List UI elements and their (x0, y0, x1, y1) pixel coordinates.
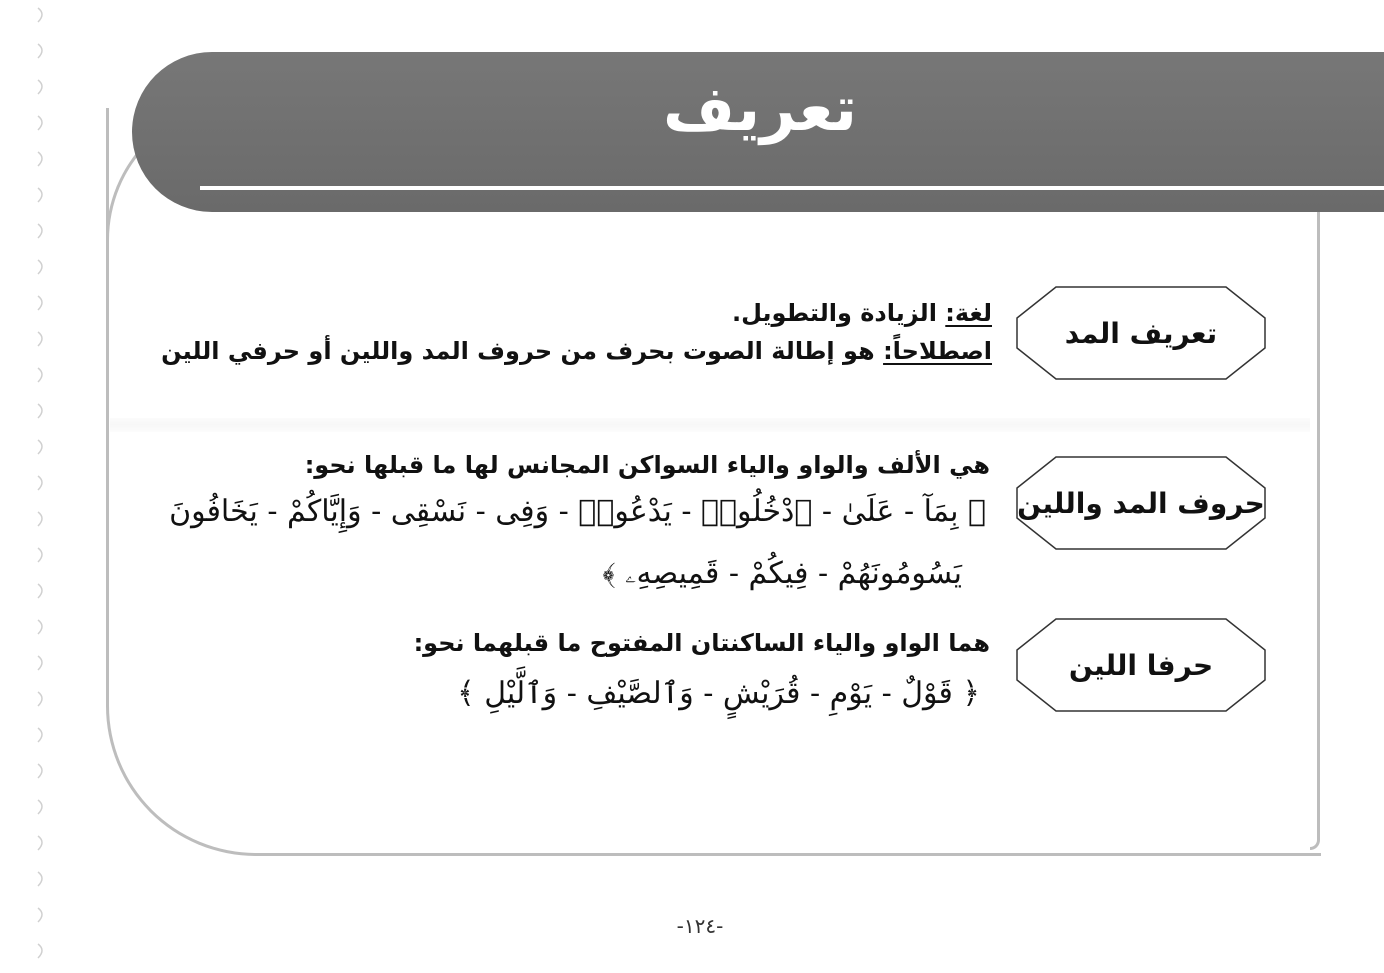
definition-madd-text (161, 294, 992, 370)
madd-letters-examples-line-2: يَسُومُونَهُمْ - فِيكُمْ - قَمِيصِهِۦ ﴾ (602, 556, 962, 591)
definition-technical: هو إطالة الصوت بحرف من حروف المد واللين أو حرفي اللين (161, 337, 884, 365)
page-title: تعريف (663, 72, 857, 145)
page-number: -١٢٤- (676, 914, 724, 938)
label-text: تعريف المد (1064, 316, 1218, 350)
label-text: حرفا اللين (1068, 648, 1214, 682)
term-lexical: لغة: (945, 299, 992, 327)
binding-rings (0, 0, 60, 973)
madd-letters-examples-line-1: ﴿ بِمَآ - عَلَىٰ - ٱدْخُلُوا۟ - يَدْعُوا۟ - وَفِى - نَسْقِى - وَإِيَّاكُمْ - يَخَافُونَ (169, 494, 986, 529)
term-technical: اصطلاحاً: (883, 337, 992, 365)
definition-lexical: الزيادة والتطويل. (731, 299, 946, 327)
card-right-edge (1310, 210, 1320, 850)
leen-letters-intro: هما الواو والياء الساكنتان المفتوح ما قبلهما نحو: (413, 629, 990, 657)
label-text: حروف المد واللين (1017, 486, 1265, 520)
header-rule (200, 186, 1384, 190)
label-leen-letters (1016, 618, 1266, 712)
madd-letters-intro: هي الألف والواو والياء السواكن المجانس لها ما قبلها نحو: (304, 451, 990, 479)
separator-band (110, 418, 1310, 432)
definition-line-technical (161, 332, 992, 370)
definition-line-lexical (161, 294, 992, 332)
leen-letters-examples: ﴿ قَوْلٌ - يَوْمِ - قُرَيْشٍ - وَٱلصَّيْفِ - وَٱلَّيْلِ ﴾ (457, 676, 980, 711)
label-madd-letters (1016, 456, 1266, 550)
label-definition-of-madd (1016, 286, 1266, 380)
